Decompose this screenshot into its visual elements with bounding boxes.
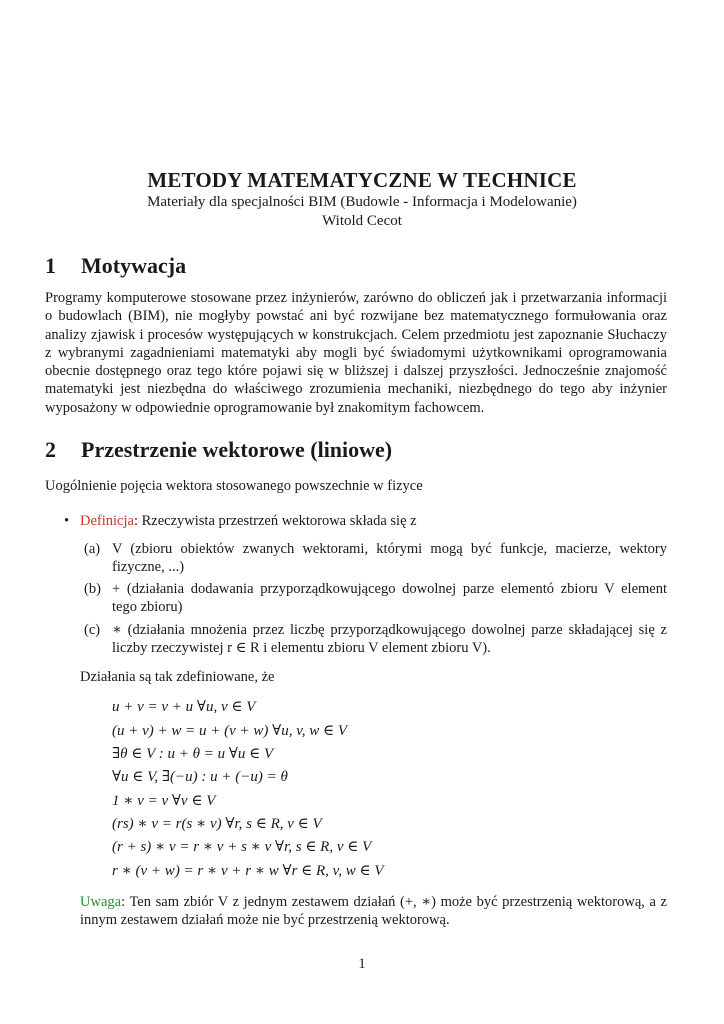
remark: [80, 893, 667, 930]
section-2-heading: [45, 436, 392, 464]
equation: u + v = v + u ∀u, v ∈ V: [112, 699, 256, 715]
equation: ∃θ ∈ V : u + θ = u ∀u ∈ V: [112, 746, 274, 762]
equation: (rs) ∗ v = r(s ∗ v) ∀r, s ∈ R, v ∈ V: [112, 816, 322, 832]
list-item-label: (c): [84, 622, 101, 638]
list-item-label: (a): [84, 541, 101, 557]
document-title: METODY MATEMATYCZNE W TECHNICE: [147, 168, 577, 192]
document-author: Witold Cecot: [322, 213, 402, 229]
definition-text: : Rzeczywista przestrzeń wektorowa składa się z: [133, 513, 417, 529]
list-item: [84, 580, 667, 617]
list-item-text: + (działania dodawania przyporządkowującego dowolnej parze elementó zbioru V element tego zbioru): [112, 581, 667, 616]
section-2-title: Przestrzenie wektorowe (liniowe): [81, 437, 393, 462]
list-item-label: (b): [84, 581, 101, 597]
remark-label: Uwaga: [80, 894, 122, 910]
equation: r ∗ (v + w) = r ∗ v + r ∗ w ∀r ∈ R, v, w ∈ V: [112, 863, 384, 879]
list-item-text: V (zbioru obiektów zwanych wektorami, którymi mogą być funkcje, macierze, wektory fizyczne, ...): [112, 541, 667, 576]
page-number: 1: [358, 956, 366, 972]
equation: (r + s) ∗ v = r ∗ v + s ∗ v ∀r, s ∈ R, v ∈ V: [112, 839, 372, 855]
remark-text: : Ten sam zbiór V z jednym zestawem działań (+, ∗) może być przestrzenią wektorową, a z innym zestawem działań może nie być przestrzenią wektorową.: [80, 894, 667, 929]
bullet-marker: •: [64, 513, 70, 529]
section-1-number: 1: [45, 253, 56, 278]
definition-bullet: [64, 512, 417, 530]
section-1-paragraph: Programy komputerowe stosowane przez inżynierów, zarówno do obliczeń jak i przetwarzania informacji o budowlach (BIM), nie mogłyby powstać ani być rozwijane bez matematycznego formułowania oraz analizy zjawisk i procesów występujących w konstrukcjach. Celem przedmiotu jest zapoznanie Słuchaczy z wybranymi zagadnieniami matematyki aby mogli być świadomymi użytkownikami oprogramowania obecnie dostępnego oraz tego które pojawi się w bliższej i dalszej przyszłości. Jednocześnie znajomość matematyki jest niezbędna do właściwego zrozumienia mechaniki, niezbędnego do tego aby inżynier wyposażony w odpowiednie oprogramowanie był znakomitym fachowcem.: [45, 290, 667, 416]
definition-label: Definicja: [80, 513, 134, 529]
section-2-number: 2: [45, 437, 56, 462]
equation: (u + v) + w = u + (v + w) ∀u, v, w ∈ V: [112, 723, 348, 739]
document-subtitle: Materiały dla specjalności BIM (Budowle - Informacja i Modelowanie): [147, 194, 577, 210]
list-item: [84, 540, 667, 577]
section-1-heading: [45, 252, 186, 280]
section-1-title: Motywacja: [81, 253, 187, 278]
list-item-text: ∗ (działania mnożenia przez liczbę przyporządkowującego dowolnej parze składającej się z liczby rzeczywistej r ∈ R i elementu zbioru V element zbioru V).: [112, 622, 667, 657]
section-2-intro: Uogólnienie pojęcia wektora stosowanego powszechnie w fizyce: [45, 478, 423, 494]
equation: 1 ∗ v = v ∀v ∈ V: [112, 793, 216, 809]
equation: ∀u ∈ V, ∃(−u) : u + (−u) = θ: [112, 769, 288, 785]
operations-intro: Działania są tak zdefiniowane, że: [80, 669, 275, 685]
list-item: [84, 621, 667, 658]
title-block: [0, 167, 724, 231]
